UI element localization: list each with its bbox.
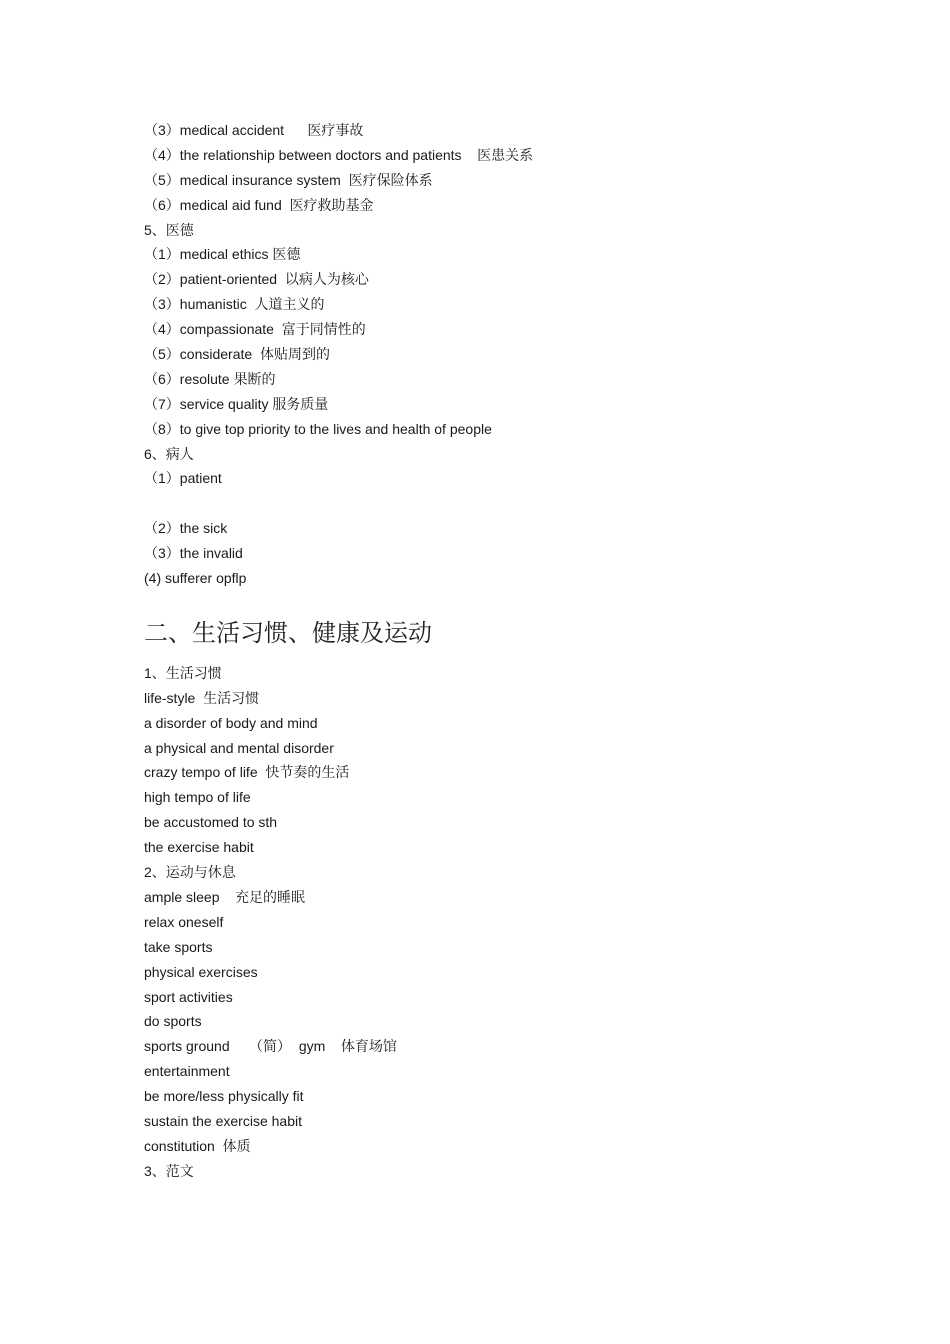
text-line: （6）medical aid fund 医疗救助基金 <box>144 196 374 213</box>
blank-line <box>144 491 844 516</box>
text-line: be more/less physically fit <box>144 1088 304 1105</box>
text-line: （5）considerate 体贴周到的 <box>144 346 330 363</box>
text-line: （3）medical accident 医疗事故 <box>144 122 364 138</box>
text-line: （4）the relationship between doctors and patients 医患关系 <box>144 146 534 163</box>
section-heading: 二、生活习惯、健康及运动 <box>144 618 432 647</box>
text-line: life-style 生活习惯 <box>144 689 260 706</box>
text-line: the exercise habit <box>144 839 254 856</box>
text-line: (4) sufferer opflp <box>144 570 247 587</box>
text-line: ample sleep 充足的睡眠 <box>144 888 306 905</box>
subsection-title: 6、病人 <box>144 445 194 462</box>
text-line: high tempo of life <box>144 789 251 806</box>
text-line: sports ground （简） gym 体育场馆 <box>144 1038 397 1055</box>
text-line: （1）medical ethics 医德 <box>144 246 301 263</box>
text-line: do sports <box>144 1013 202 1030</box>
text-line: physical exercises <box>144 963 258 980</box>
subsection-title: 1、生活习惯 <box>144 664 222 681</box>
text-line: crazy tempo of life 快节奏的生活 <box>144 764 350 781</box>
subsection-title: 5、医德 <box>144 221 194 238</box>
subsection-title: 2、运动与休息 <box>144 864 236 881</box>
text-line: （3）the invalid <box>144 545 243 562</box>
text-line: （2）the sick <box>144 520 228 537</box>
document-content <box>144 118 844 1184</box>
text-line: （4）compassionate 富于同情性的 <box>144 321 366 338</box>
text-line: a physical and mental disorder <box>144 739 334 756</box>
text-line: relax oneself <box>144 913 224 930</box>
text-line: take sports <box>144 938 213 955</box>
text-line: sustain the exercise habit <box>144 1112 302 1129</box>
text-line: a disorder of body and mind <box>144 714 318 731</box>
text-line: be accustomed to sth <box>144 814 278 831</box>
subsection-title: 3、范文 <box>144 1162 194 1179</box>
text-line: （8）to give top priority to the lives and health of people <box>144 420 492 437</box>
text-line: （5）medical insurance system 医疗保险体系 <box>144 171 433 188</box>
text-line: entertainment <box>144 1063 230 1080</box>
text-line: （1）patient <box>144 470 222 487</box>
text-line: （2）patient-oriented 以病人为核心 <box>144 271 369 288</box>
text-line: （6）resolute 果断的 <box>144 370 276 387</box>
text-line: （3）humanistic 人道主义的 <box>144 296 325 313</box>
text-line: （7）service quality 服务质量 <box>144 395 329 412</box>
text-line: constitution 体质 <box>144 1137 251 1154</box>
text-line: sport activities <box>144 988 233 1005</box>
